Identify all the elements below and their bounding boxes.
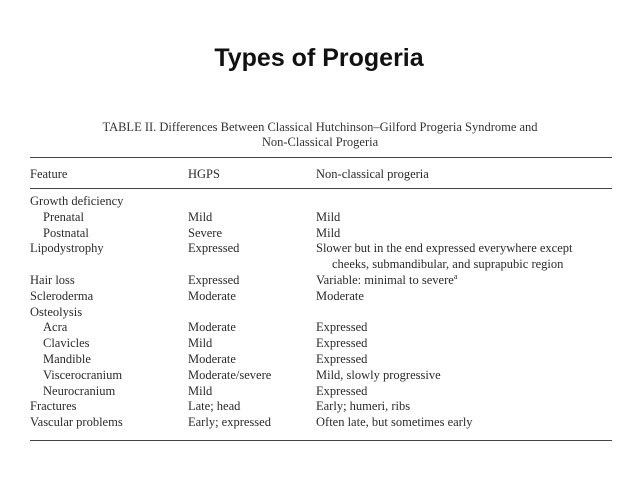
feature-cell: Hair loss — [30, 272, 75, 287]
hgps-cell: Moderate — [188, 351, 236, 366]
hgps-cell: Moderate — [188, 320, 236, 335]
hgps-cell: Mild — [188, 383, 213, 398]
non-classical-line-2: cheeks, submandibular, and suprapubic region — [332, 257, 564, 272]
header-non-classical: Non-classical progeria — [316, 167, 429, 181]
feature-cell: Postnatal — [43, 225, 89, 240]
non-classical-text: Variable: minimal to severe — [316, 272, 454, 287]
hgps-cell: Severe — [188, 225, 223, 240]
table-row — [30, 289, 612, 305]
non-classical-cell: Expressed — [316, 336, 368, 351]
table-row — [30, 194, 612, 210]
footnote-marker: a — [453, 271, 458, 281]
feature-cell: Clavicles — [43, 336, 90, 351]
feature-cell: Prenatal — [43, 209, 84, 224]
feature-cell: Viscerocranium — [43, 367, 123, 382]
hgps-cell: Mild — [188, 336, 213, 351]
table-row — [30, 368, 612, 384]
table-row — [30, 226, 612, 242]
feature-cell: Osteolysis — [30, 304, 83, 319]
feature-cell: Growth deficiency — [30, 194, 124, 208]
non-classical-cell: Moderate — [316, 288, 364, 303]
hgps-cell: Late; head — [188, 399, 241, 414]
table-header-row — [30, 160, 612, 188]
table-row — [30, 210, 612, 226]
table-bottom-rule — [30, 440, 612, 441]
non-classical-cell — [316, 241, 612, 273]
non-classical-cell: Expressed — [316, 383, 368, 398]
table-row — [30, 415, 612, 431]
feature-cell: Fractures — [30, 399, 77, 414]
header-hgps: HGPS — [188, 167, 220, 181]
feature-cell: Neurocranium — [43, 383, 116, 398]
hgps-cell: Expressed — [188, 272, 240, 287]
hgps-cell: Moderate — [188, 288, 236, 303]
table-row — [30, 320, 612, 336]
table-row — [30, 273, 612, 289]
hgps-cell: Expressed — [188, 241, 240, 256]
non-classical-cell: Expressed — [316, 351, 368, 366]
non-classical-cell: Mild — [316, 225, 341, 240]
hgps-cell: Mild — [188, 209, 213, 224]
feature-cell: Scleroderma — [30, 288, 94, 303]
table-row — [30, 336, 612, 352]
table-body — [30, 194, 612, 431]
hgps-cell: Moderate/severe — [188, 367, 272, 382]
slide-title: Types of Progeria — [214, 44, 424, 72]
table-header-rule — [30, 188, 612, 189]
non-classical-cell: Mild, slowly progressive — [316, 367, 441, 382]
table-row — [30, 241, 612, 273]
table-row — [30, 399, 612, 415]
comparison-table — [30, 160, 612, 430]
non-classical-cell: Expressed — [316, 320, 368, 335]
table-row — [30, 305, 612, 321]
feature-cell: Vascular problems — [30, 415, 123, 430]
non-classical-cell: Early; humeri, ribs — [316, 399, 411, 414]
table-row — [30, 352, 612, 368]
header-feature: Feature — [30, 167, 68, 181]
feature-cell: Acra — [43, 320, 68, 335]
non-classical-cell: Mild — [316, 209, 341, 224]
non-classical-cell: Often late, but sometimes early — [316, 415, 473, 430]
feature-cell: Mandible — [43, 351, 91, 366]
table-caption — [60, 120, 580, 150]
table-row — [30, 384, 612, 400]
non-classical-cell — [316, 273, 612, 289]
hgps-cell: Early; expressed — [188, 415, 271, 430]
feature-cell: Lipodystrophy — [30, 241, 104, 256]
table-top-rule — [30, 157, 612, 158]
table-caption-line-1: TABLE II. Differences Between Classical Hutchinson–Gilford Progeria Syndrome and — [102, 120, 538, 134]
non-classical-line-1: Slower but in the end expressed everywhere except — [316, 241, 573, 256]
table-caption-line-2: Non-Classical Progeria — [261, 135, 379, 149]
